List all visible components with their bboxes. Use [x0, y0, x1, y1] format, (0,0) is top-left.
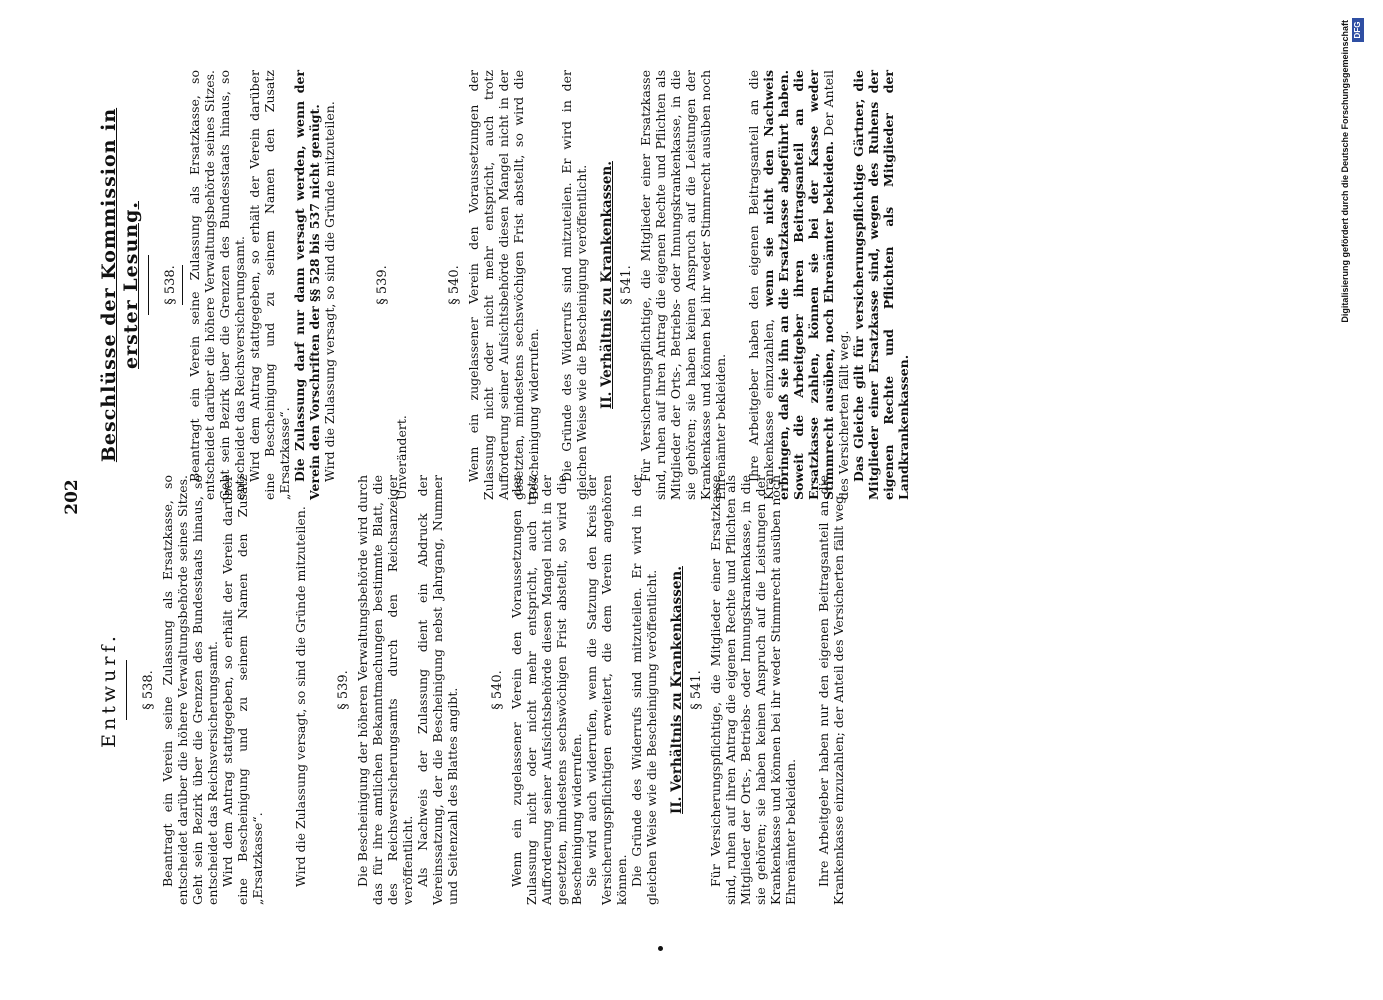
page-number: 202	[62, 479, 82, 515]
paragraph-number: § 541.	[619, 265, 634, 305]
paragraph-rule	[182, 265, 183, 305]
paragraph-number: § 541.	[689, 670, 704, 710]
commission-column	[92, 70, 921, 500]
draft-section-538	[141, 475, 265, 905]
paragraph-text: Ihre Arbeitgeber haben nur den eigenen Beitragsanteil an die Krankenkasse einzuzahlen; der Anteil des Versicherten fällt weg.	[816, 475, 846, 905]
paragraph-text: Wird dem Antrag stattgegeben, so erhält der Verein darüber eine Bescheinigung und zu seinem Namen den Zusatz „Ersatzkasse“.	[220, 475, 265, 905]
spacer	[728, 70, 746, 500]
commission-section-540	[447, 70, 589, 500]
spacer	[470, 475, 488, 905]
paragraph-text: Wenn ein zugelassener Verein den Voraussetzungen der Zulassung nicht oder nicht mehr entspricht, auch trotz Aufforderung seiner Aufsichtsbehörde diesen Mangel nicht in der gesetzten, mindestens sechswöchigen Frist abstellt, so wird die Bescheinigung widerrufen.	[466, 70, 541, 500]
paragraph-number: § 540.	[447, 265, 462, 305]
paragraph-text: Sie wird auch widerrufen, wenn die Satzung den Kreis der Versicherungspflichtigen erweitert, die dem Verein angehören können.	[584, 475, 629, 905]
draft-column	[92, 475, 856, 905]
paragraph-text: Die Bescheinigung der höheren Verwaltungsbehörde wird durch das für ihre amtlichen Bekanntmachungen bestimmte Blatt, die des Reichsversicherungsamts durch den Reichsanzeiger veröffentlicht.	[355, 475, 415, 905]
paragraph-text: Wird die Zulassung versagt, so sind die Gründe mitzuteilen.	[322, 101, 337, 482]
section-heading	[669, 475, 685, 905]
paragraph-number: § 539.	[375, 265, 390, 305]
section-heading	[599, 70, 615, 500]
paragraph-number: § 538.	[163, 265, 178, 305]
draft-section-541	[689, 475, 846, 905]
paragraph-text: Für Versicherungspflichtige, die Mitglieder einer Ersatzkasse sind, ruhen auf ihren Antrag die eigenen Rechte und Pflichten als Mitglieder der Orts-, Betriebs- oder Innungskrankenkasse, in die sie gehören; sie haben keinen Anspruch auf die Leistungen der Krankenkasse und können bei ihr weder Stimmrecht ausüben noch Ehrenämter bekleiden.	[638, 70, 728, 500]
section-heading-label: II. Verhältnis zu Krankenkassen.	[669, 566, 685, 814]
paragraph-text: Wenn ein zugelassener Verein den Voraussetzungen der Zulassung nicht oder nicht mehr entspricht, auch trotz Aufforderung seiner Aufsichtsbehörde diesen Mangel nicht in der gesetzten, mindestens sechswöchigen Frist abstellt, so wird die Bescheinigung widerrufen.	[509, 475, 584, 905]
draft-section-539	[336, 475, 460, 905]
paragraph-text: Die Gründe des Widerrufs sind mitzuteilen. Er wird in der gleichen Weise wie die Bescheinigung veröffentlicht.	[629, 475, 659, 905]
title-rule	[148, 255, 149, 315]
paragraph-number: § 540.	[490, 670, 505, 710]
spacer	[541, 70, 559, 500]
spacer	[798, 475, 816, 905]
paragraph-text-mixed	[746, 70, 851, 500]
margin-dot	[658, 946, 663, 951]
paragraph-text: Beantragt ein Verein seine Zulassung als Ersatzkasse, so entscheidet darüber die höhere Verwaltungsbehörde seines Sitzes. Geht sein Bezirk über die Grenzen des Bundesstaats hinaus, so entscheidet das Reichsversicherungsamt.	[187, 70, 247, 500]
text-run: Ihre Arbeitgeber haben den eigenen Beitragsanteil an die Krankenkasse einzuzahlen,	[746, 70, 776, 500]
paragraph-text: Beantragt ein Verein seine Zulassung als Ersatzkasse, so entscheidet darüber die höhere Verwaltungsbehörde seines Sitzes. Geht sein Bezirk über die Grenzen des Bundesstaats hinaus, so entscheidet das Reichsversicherungsamt.	[160, 475, 220, 905]
paragraph-text: Wird die Zulassung versagt, so sind die Gründe mitzuteilen.	[293, 506, 308, 887]
spacer	[275, 475, 293, 905]
commission-column-title: Beschlüsse der Kommission in erster Lesung.	[98, 107, 142, 463]
paragraph-text-emphasized: Die Zulassung darf nur dann versagt werden, wenn der Verein den Vorschriften der §§ 528 bis 537 nicht genügt.	[292, 70, 322, 500]
paragraph-text: Die Gründe des Widerrufs sind mitzuteilen. Er wird in der gleichen Weise wie die Bescheinigung veröffentlicht.	[559, 70, 589, 500]
spacer	[347, 70, 373, 500]
spacer	[419, 70, 445, 500]
section-heading-label: II. Verhältnis zu Krankenkassen.	[599, 161, 615, 409]
dfg-logo-badge: DFG	[1352, 18, 1364, 42]
commission-section-538	[163, 70, 337, 500]
paragraph-text-emphasized: Das Gleiche gilt für versicherungspflichtige Gärtner, die Mitglieder einer Ersatzkasse sind, wegen des Ruhens der eigenen Rechte und Pflichten als Mitglieder der Landkrankenkassen.	[851, 70, 911, 500]
commission-section-539	[375, 70, 409, 500]
digitization-credit: Digitalisierung gefördert durch die Deutsche Forschungsgemeinschaft	[1340, 20, 1350, 323]
draft-section-540	[490, 475, 659, 905]
text-run: Der Anteil des Versicherten fällt weg.	[821, 70, 851, 500]
paragraph-text: Unverändert.	[394, 415, 409, 500]
spacer	[308, 475, 334, 905]
paragraph-number: § 538.	[141, 670, 156, 710]
paragraph-text: Für Versicherungspflichtige, die Mitglieder einer Ersatzkasse sind, ruhen auf ihren Antrag die eigenen Rechte und Pflichten als Mitglieder der Orts-, Betriebs- oder Innungskrankenkasse, in die sie gehören; sie haben keinen Anspruch auf die Leistungen der Krankenkasse und können bei ihr weder Stimmrecht ausüben noch Ehrenämter bekleiden.	[708, 475, 798, 905]
text-run-emphasized: wenn sie nicht den Nachweis erbringen, daß sie ihn an die Ersatzkasse abgeführt haben. Soweit die Arbeitgeber ihren Beitragsanteil an die Ersatzkasse zahlen, können sie bei der Kasse weder Stimmrecht ausüben, noch Ehrenämter bekleiden.	[761, 70, 836, 500]
commission-section-541	[619, 70, 911, 500]
paragraph-text: Wird dem Antrag stattgegeben, so erhält der Verein darüber eine Bescheinigung und zu seinem Namen den Zusatz „Ersatzkasse“.	[247, 70, 292, 500]
paragraph-number: § 539.	[336, 670, 351, 710]
title-rule	[126, 660, 127, 720]
paragraph-text: Als Nachweis der Zulassung dient ein Abdruck der Vereinssatzung, der die Bescheinigung nebst Jahrgang, Nummer und Seitenzahl des Blattes angibt.	[415, 475, 460, 905]
draft-column-title: Entwurf.	[98, 632, 120, 748]
